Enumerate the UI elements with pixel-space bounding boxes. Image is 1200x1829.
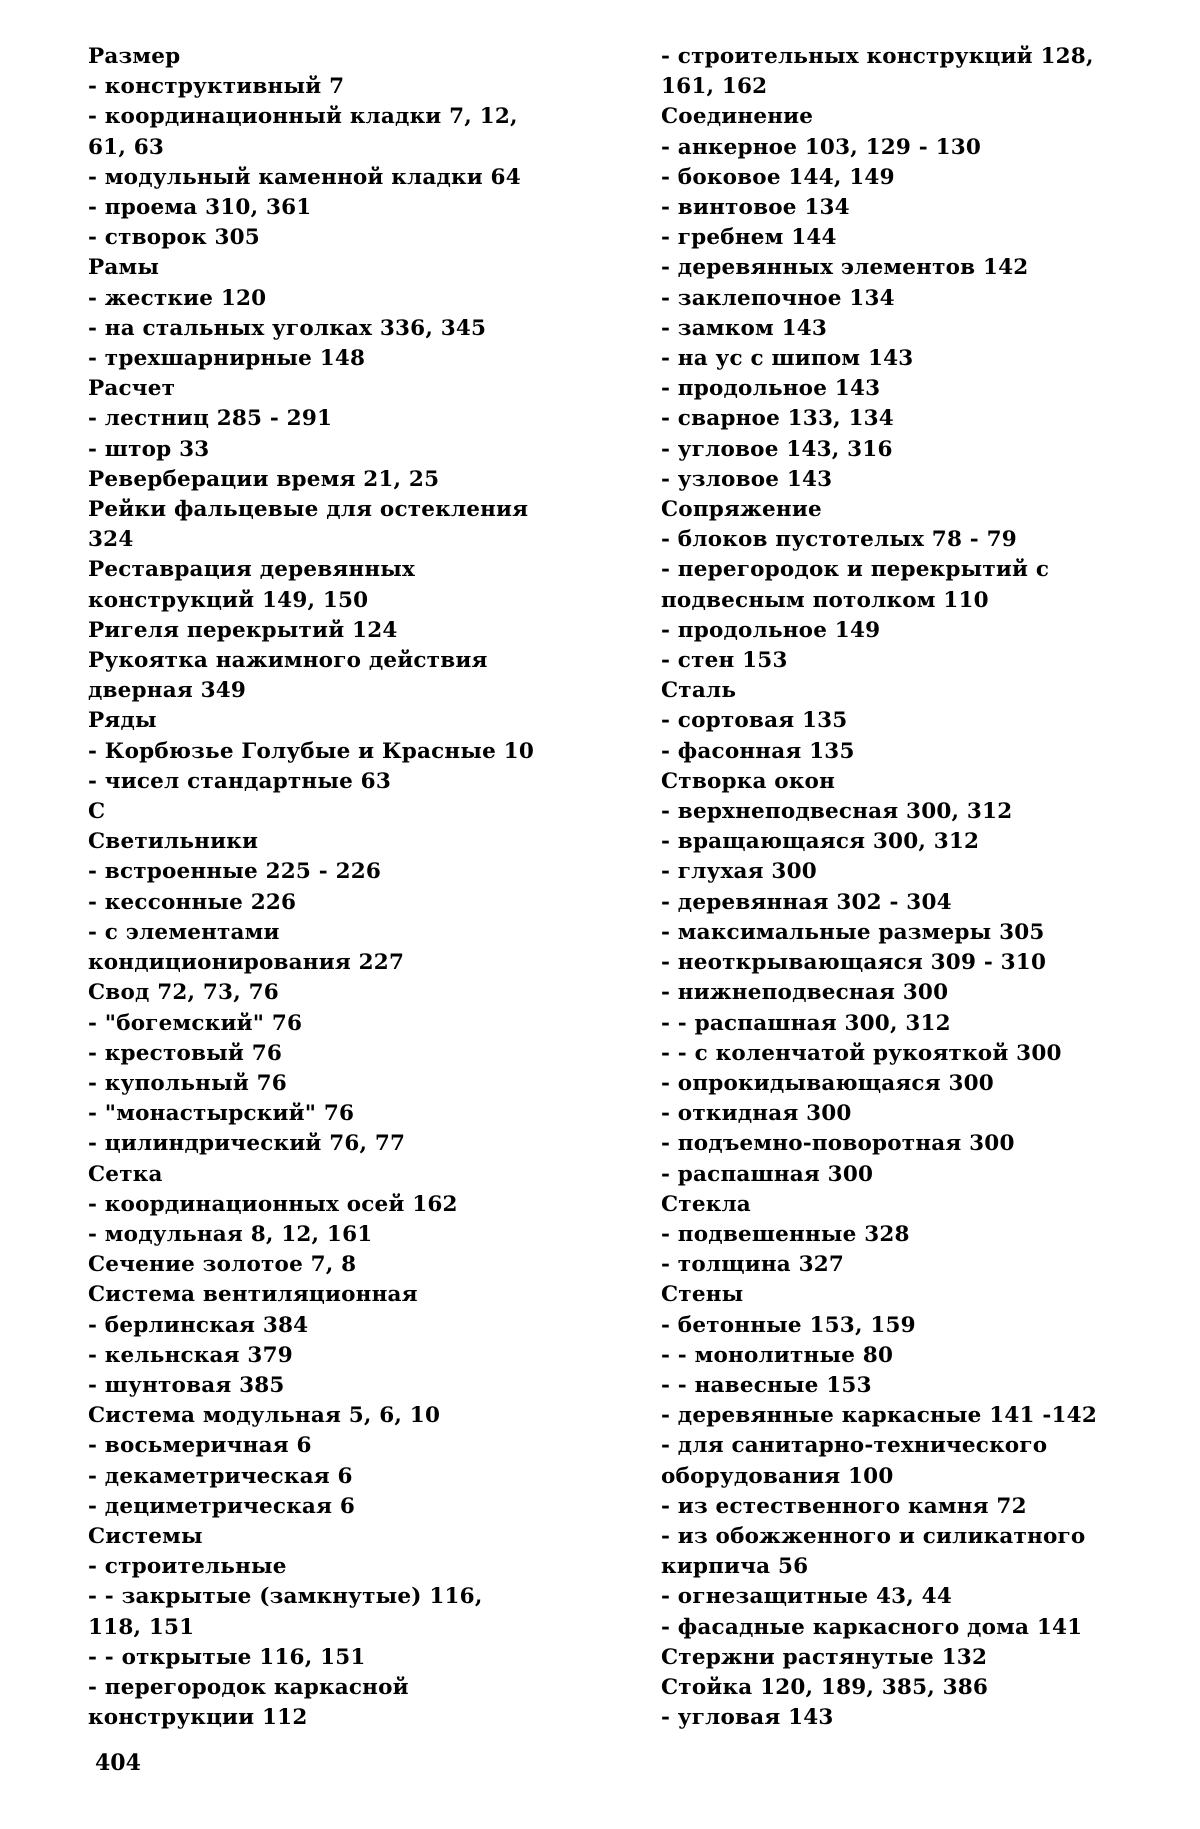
index-entry: - гребнем 144 bbox=[661, 225, 837, 251]
index-entry: - цилиндрический 76, 77 bbox=[88, 1131, 406, 1157]
index-entry: - деревянная 302 - 304 bbox=[661, 889, 952, 915]
index-entry: - заклепочное 134 bbox=[661, 285, 895, 311]
index-entry: 161, 162 bbox=[661, 74, 768, 100]
index-entry: 324 bbox=[88, 527, 134, 553]
index-entry: - винтовое 134 bbox=[661, 195, 850, 221]
index-entry: - сварное 133, 134 bbox=[661, 406, 894, 432]
index-entry: - анкерное 103, 129 - 130 bbox=[661, 134, 982, 160]
index-column-left bbox=[88, 42, 563, 1733]
index-entry: - верхнеподвесная 300, 312 bbox=[661, 799, 1013, 825]
index-entry: Соединение bbox=[661, 104, 814, 130]
index-entry: конструкции 112 bbox=[88, 1705, 308, 1731]
index-entry: - блоков пустотелых 78 - 79 bbox=[661, 527, 1017, 553]
index-entry: - подъемно-поворотная 300 bbox=[661, 1131, 1015, 1157]
index-entry: - декаметрическая 6 bbox=[88, 1463, 353, 1489]
index-entry: - - с коленчатой рукояткой 300 bbox=[661, 1040, 1062, 1066]
index-entry: Рейки фальцевые для остекления bbox=[88, 497, 529, 523]
index-entry: Реверберации время 21, 25 bbox=[88, 466, 440, 492]
index-entry: - перегородок и перекрытий с bbox=[661, 557, 1050, 583]
index-entry: - строительных конструкций 128, bbox=[661, 44, 1094, 69]
index-entry: Створка окон bbox=[661, 768, 836, 794]
index-entry: - встроенные 225 - 226 bbox=[88, 859, 382, 885]
index-entry: С bbox=[88, 799, 106, 825]
index-entry: - с элементами bbox=[88, 919, 280, 945]
index-entry: Стекла bbox=[661, 1191, 751, 1217]
index-entry: Сталь bbox=[661, 678, 737, 704]
index-entry: - угловая 143 bbox=[661, 1705, 834, 1731]
index-entry: - "богемский" 76 bbox=[88, 1010, 303, 1036]
index-entry: - стен 153 bbox=[661, 648, 788, 674]
index-entry: - на стальных уголках 336, 345 bbox=[88, 315, 487, 341]
index-entry: 118, 151 bbox=[88, 1614, 195, 1640]
index-entry: - опрокидывающаяся 300 bbox=[661, 1070, 994, 1096]
index-entry: - вращающаяся 300, 312 bbox=[661, 829, 980, 855]
index-entry: - конструктивный 7 bbox=[88, 74, 345, 100]
index-entry: дверная 349 bbox=[88, 678, 247, 704]
index-entry: - трехшарнирные 148 bbox=[88, 346, 366, 372]
index-entry: - максимальные размеры 305 bbox=[661, 919, 1045, 945]
index-entry: - деревянных элементов 142 bbox=[661, 255, 1029, 281]
index-entry: Реставрация деревянных bbox=[88, 557, 416, 583]
index-entry: - строительные bbox=[88, 1554, 287, 1580]
index-entry: - - открытые 116, 151 bbox=[88, 1644, 366, 1670]
index-entry: Рамы bbox=[88, 255, 160, 281]
index-entry: конструкций 149, 150 bbox=[88, 587, 369, 613]
index-entry: Расчет bbox=[88, 376, 176, 402]
index-entry: Системы bbox=[88, 1523, 203, 1549]
index-entry: оборудования 100 bbox=[661, 1463, 894, 1489]
index-entry: - фасадные каркасного дома 141 bbox=[661, 1614, 1083, 1640]
index-entry: Стойка 120, 189, 385, 386 bbox=[661, 1674, 989, 1700]
index-entry: - чисел стандартные 63 bbox=[88, 768, 391, 794]
index-entry: - глухая 300 bbox=[661, 859, 817, 885]
index-entry: - подвешенные 328 bbox=[661, 1221, 910, 1247]
index-entry: - лестниц 285 - 291 bbox=[88, 406, 333, 432]
index-entry: - створок 305 bbox=[88, 225, 260, 251]
index-entry: - купольный 76 bbox=[88, 1070, 287, 1096]
index-entry: Система модульная 5, 6, 10 bbox=[88, 1403, 441, 1429]
index-entry: - толщина 327 bbox=[661, 1252, 845, 1278]
index-entry: Свод 72, 73, 76 bbox=[88, 980, 279, 1006]
index-entry: кирпича 56 bbox=[661, 1554, 809, 1580]
index-entry: - крестовый 76 bbox=[88, 1040, 283, 1066]
index-column-right bbox=[661, 42, 1131, 1733]
index-entry: - - монолитные 80 bbox=[661, 1342, 894, 1368]
index-entry: - деревянные каркасные 141 -142 bbox=[661, 1403, 1098, 1429]
index-entry: Сетка bbox=[88, 1161, 163, 1187]
index-entry: - восьмеричная 6 bbox=[88, 1433, 312, 1459]
index-entry: - из обожженного и силикатного bbox=[661, 1523, 1086, 1549]
index-entry: Стержни растянутые 132 bbox=[661, 1644, 988, 1670]
index-entry: Размер bbox=[88, 44, 181, 69]
index-entry: Рукоятка нажимного действия bbox=[88, 648, 488, 674]
index-entry: Ряды bbox=[88, 708, 157, 734]
index-entry: - сортовая 135 bbox=[661, 708, 848, 734]
index-entry: - фасонная 135 bbox=[661, 738, 855, 764]
index-entry: - координационный кладки 7, 12, bbox=[88, 104, 518, 130]
index-entry: - боковое 144, 149 bbox=[661, 164, 895, 190]
index-entry: - распашная 300 bbox=[661, 1161, 874, 1187]
index-entry: - на ус с шипом 143 bbox=[661, 346, 914, 372]
index-entry: Стены bbox=[661, 1282, 744, 1308]
index-entry: - замком 143 bbox=[661, 315, 828, 341]
index-entry: - бетонные 153, 159 bbox=[661, 1312, 916, 1338]
index-entry: - кессонные 226 bbox=[88, 889, 297, 915]
index-entry: - - распашная 300, 312 bbox=[661, 1010, 951, 1036]
index-entry: - для санитарно-технического bbox=[661, 1433, 1048, 1459]
index-entry: - продольное 143 bbox=[661, 376, 881, 402]
index-entry: - "монастырский" 76 bbox=[88, 1101, 355, 1127]
index-entry: Сечение золотое 7, 8 bbox=[88, 1252, 357, 1278]
index-entry: - берлинская 384 bbox=[88, 1312, 309, 1338]
index-entry: - - навесные 153 bbox=[661, 1372, 872, 1398]
index-entry: - из естественного камня 72 bbox=[661, 1493, 1027, 1519]
index-entry: - проема 310, 361 bbox=[88, 195, 312, 221]
index-entry: - дециметрическая 6 bbox=[88, 1493, 355, 1519]
index-entry: Сопряжение bbox=[661, 497, 822, 523]
index-entry: Ригеля перекрытий 124 bbox=[88, 617, 398, 643]
index-entry: - координационных осей 162 bbox=[88, 1191, 458, 1217]
index-entry: - узловое 143 bbox=[661, 466, 833, 492]
page-number: 404 bbox=[95, 1750, 141, 1776]
index-entry: - угловое 143, 316 bbox=[661, 436, 893, 462]
index-entry: - кельнская 379 bbox=[88, 1342, 293, 1368]
index-entry: - шунтовая 385 bbox=[88, 1372, 285, 1398]
index-entry: подвесным потолком 110 bbox=[661, 587, 989, 613]
index-entry: - перегородок каркасной bbox=[88, 1674, 409, 1700]
index-entry: - Корбюзье Голубые и Красные 10 bbox=[88, 738, 534, 764]
index-entry: 61, 63 bbox=[88, 134, 165, 160]
index-entry: - нижнеподвесная 300 bbox=[661, 980, 949, 1006]
index-entry: - жесткие 120 bbox=[88, 285, 267, 311]
index-entry: кондиционирования 227 bbox=[88, 950, 405, 976]
index-entry: - продольное 149 bbox=[661, 617, 881, 643]
index-entry: Система вентиляционная bbox=[88, 1282, 418, 1308]
index-entry: - огнезащитные 43, 44 bbox=[661, 1584, 952, 1610]
index-entry: - модульная 8, 12, 161 bbox=[88, 1221, 373, 1247]
index-entry: - неоткрывающаяся 309 - 310 bbox=[661, 950, 1047, 976]
index-entry: - откидная 300 bbox=[661, 1101, 852, 1127]
index-entry: - модульный каменной кладки 64 bbox=[88, 164, 521, 190]
index-entry: - штор 33 bbox=[88, 436, 210, 462]
index-entry: - - закрытые (замкнутые) 116, bbox=[88, 1584, 483, 1610]
index-entry: Светильники bbox=[88, 829, 259, 855]
